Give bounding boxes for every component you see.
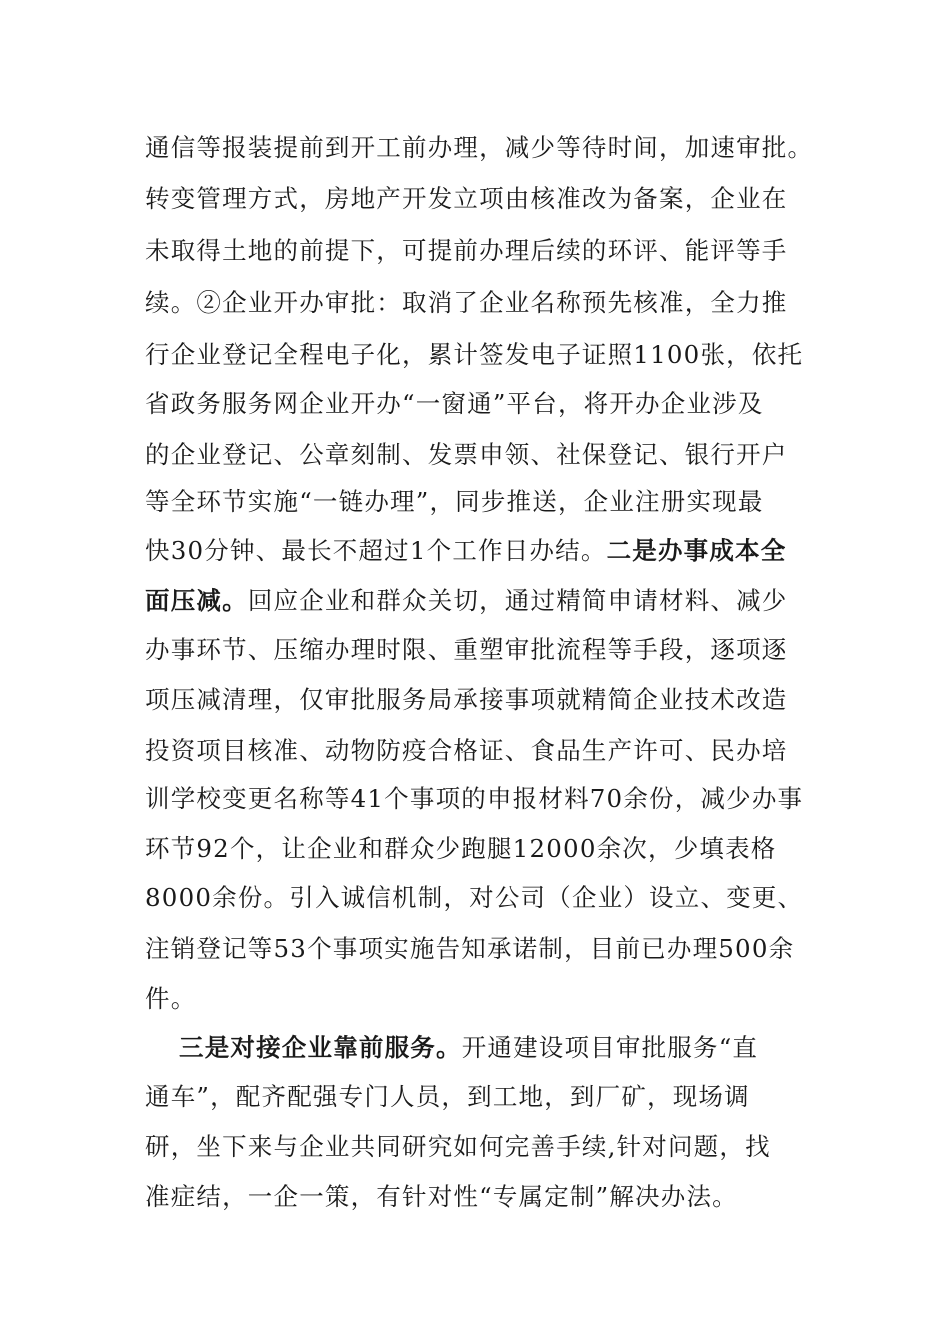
paragraph-text: 开通建设项目审批服务“直 [461,1033,759,1062]
text-line [145,288,788,318]
paragraph-text: 投资项目核准、动物防疫合格证、食品生产许可、民办培 [145,736,788,765]
text-line [145,536,786,566]
paragraph-text: 环节92个，让企业和群众少跑腿12000余次，少填表格 [145,834,777,863]
paragraph-text: 注销登记等53个事项实施告知承诺制，目前已办理500余 [145,934,795,963]
paragraph-text: 省政务服务网企业开办“一窗通”平台，将开办企业涉及 [145,389,764,418]
text-line [145,736,788,766]
paragraph-text: 通车”，配齐配强专门人员，到工地，到厂矿，现场调 [145,1082,750,1111]
text-line [145,1082,750,1112]
text-line [145,1132,771,1162]
text-line [145,834,777,864]
text-line [145,883,803,913]
text-line [145,133,813,163]
paragraph-text: 通信等报装提前到开工前办理，减少等待时间，加速审批。 [145,133,814,162]
paragraph-text: 回应企业和群众关切，通过精简申请材料、减少 [247,586,788,615]
bold-heading-text: 三是对接企业靠前服务。 [179,1033,462,1062]
text-line [145,389,764,419]
paragraph-text: 办事环节、压缩办理时限、重塑审批流程等手段，逐项逐 [145,635,788,664]
text-line [145,1182,738,1212]
text-line [145,685,788,715]
text-line [145,984,196,1014]
text-line [145,340,803,370]
text-line [145,586,788,616]
paragraph-text: 准症结，一企一策，有针对性“专属定制”解决办法。 [145,1182,738,1211]
paragraph-text: 续。②企业开办审批：取消了企业名称预先核准，全力推 [145,288,788,317]
text-line [179,1033,758,1063]
paragraph-text: 研，坐下来与企业共同研究如何完善手续,针对问题，找 [145,1132,771,1161]
paragraph-text: 行企业登记全程电子化，累计签发电子证照1100张，依托 [145,340,804,369]
text-line [145,236,788,266]
paragraph-text: 转变管理方式，房地产开发立项由核准改为备案，企业在 [145,184,788,213]
text-line [145,635,788,665]
bold-heading-text: 面压减。 [145,586,248,615]
text-line [145,440,788,470]
paragraph-text: 快30分钟、最长不超过1个工作日办结。 [145,536,607,565]
paragraph-text: 等全环节实施“一链办理”，同步推送，企业注册实现最 [145,487,764,516]
paragraph-text: 件。 [145,984,197,1013]
text-line [145,184,788,214]
paragraph-text: 项压减清理，仅审批服务局承接事项就精简企业技术改造 [145,685,788,714]
text-line [145,487,764,517]
paragraph-text: 8000余份。引入诚信机制，对公司（企业）设立、变更、 [145,883,804,912]
paragraph-text: 训学校变更名称等41个事项的申报材料70余份，减少办事 [145,784,804,813]
bold-heading-text: 二是办事成本全 [606,536,787,565]
text-line [145,934,794,964]
text-line [145,784,803,814]
paragraph-text: 未取得土地的前提下，可提前办理后续的环评、能评等手 [145,236,788,265]
paragraph-text: 的企业登记、公章刻制、发票申领、社保登记、银行开户 [145,440,788,469]
